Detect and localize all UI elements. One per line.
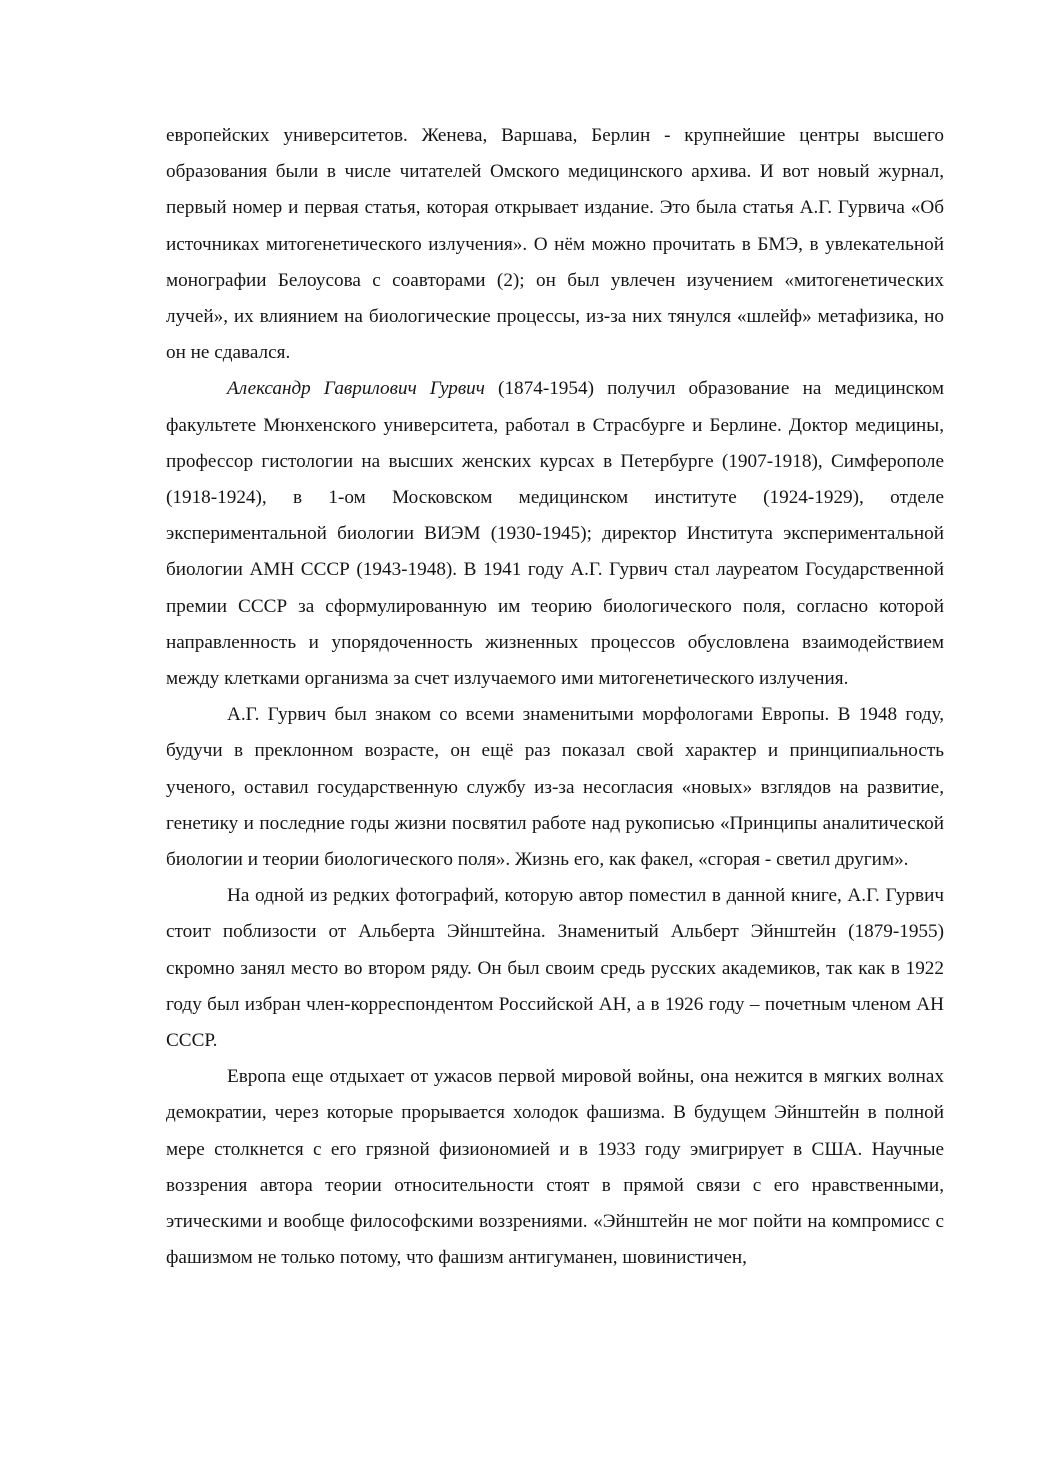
paragraph-text: А.Г. Гурвич был знаком со всеми знаменитыми морфологами Европы. В 1948 году, будучи в преклонном возрасте, он ещё раз показал свой характер и принципиальность ученого, оставил государственную службу из-за несогласия «новых» взглядов на развитие, генетику и последние годы жизни посвятил работе над рукописью «Принципы аналитической биологии и теории биологического поля». Жизнь его, как факел, «сгорая - светил другим». bbox=[166, 704, 944, 871]
paragraph-gurvich-character bbox=[166, 697, 944, 878]
paragraph-europe-fascism bbox=[166, 1059, 944, 1276]
paragraph-gurvich-biography bbox=[166, 371, 944, 697]
paragraph-text: На одной из редких фотографий, которую автор поместил в данной книге, А.Г. Гурвич стоит поблизости от Альберта Эйнштейна. Знаменитый Альберт Эйнштейн (1879-1955) скромно занял место во втором ряду. Он был своим средь русских академиков, так как в 1922 году был избран член-корреспондентом Российской АН, а в 1926 году – почетным членом АН СССР. bbox=[166, 885, 944, 1052]
document-page bbox=[166, 118, 944, 1277]
paragraph-text: Европа еще отдыхает от ужасов первой мировой войны, она нежится в мягких волнах демократии, через которые прорывается холодок фашизма. В будущем Эйнштейн в полной мере столкнется с его грязной физиономией и в 1933 году эмигрирует в США. Научные воззрения автора теории относительности стоят в прямой связи с его нравственными, этическими и вообще философскими воззрениями. «Эйнштейн не мог пойти на компромисс с фашизмом не только потому, что фашизм антигуманен, шовинистичен, bbox=[166, 1066, 944, 1269]
italic-name: Александр Гаврилович Гурвич bbox=[227, 378, 485, 400]
paragraph-text: европейских университетов. Женева, Варшава, Берлин - крупнейшие центры высшего образования были в числе читателей Омского медицинского архива. И вот новый журнал, первый номер и первая статья, которая открывает издание. Это была статья А.Г. Гурвича «Об источниках митогенетического излучения». О нём можно прочитать в БМЭ, в увлекательной монографии Белоусова с соавторами (2); он был увлечен изучением «митогенетических лучей», их влиянием на биологические процессы, из-за них тянулся «шлейф» метафизика, но он не сдавался. bbox=[166, 125, 944, 364]
paragraph-einstein-photo bbox=[166, 878, 944, 1059]
paragraph-universities bbox=[166, 118, 944, 371]
paragraph-text: (1874-1954) получил образование на медицинском факультете Мюнхенского университета, работал в Страсбурге и Берлине. Доктор медицины, профессор гистологии на высших женских курсах в Петербурге (1907-1918), Симферополе (1918-1924), в 1-ом Московском медицинском институте (1924-1929), отделе экспериментальной биологии ВИЭМ (1930-1945); директор Института экспериментальной биологии АМН СССР (1943-1948). В 1941 году А.Г. Гурвич стал лауреатом Государственной премии СССР за сформулированную им теорию биологического поля, согласно которой направленность и упорядоченность жизненных процессов обусловлена взаимодействием между клетками организма за счет излучаемого ими митогенетического излучения. bbox=[166, 378, 944, 690]
